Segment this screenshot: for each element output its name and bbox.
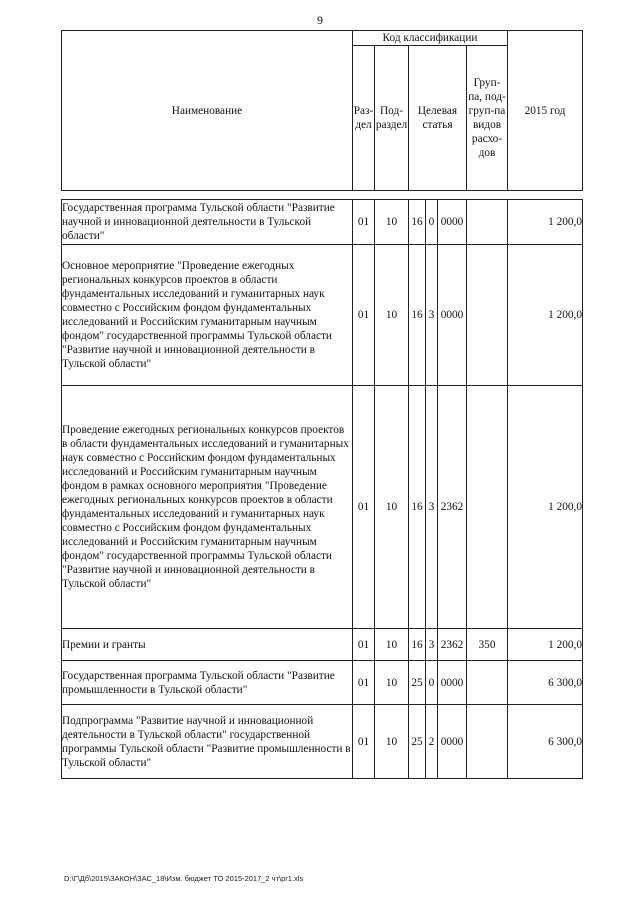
row-target-1: 25: [409, 705, 426, 779]
header-classification-code: Код классификации: [353, 31, 508, 46]
row-target-2: 3: [426, 386, 438, 629]
row-subsection: 10: [375, 661, 409, 705]
footer-file-path: D:\Г\Дб\2015\ЗАКОН\ЗАС_18\Изм. бюджет ТО 2015-2017_2 чт\pr1.xls: [64, 874, 304, 883]
row-amount: 1 200,0: [508, 245, 583, 386]
header-subsection: Под-раздел: [375, 46, 409, 191]
row-name: Премии и гранты: [62, 629, 353, 661]
table-row: [62, 200, 583, 245]
page-number: 9: [317, 13, 323, 27]
row-expense-group: [467, 386, 508, 629]
row-target-3: 0000: [438, 245, 467, 386]
table-row: [62, 245, 583, 386]
row-name: Основное мероприятие "Проведение ежегодных региональных конкурсов проектов в области фундаментальных исследований и гуманитарных наук совместно с Российским фондом фундаментальных исследований и Российским гуманитарным научным фондом" государственной программы Тульской области "Развитие научной и инновационной деятельности в Тульской области": [62, 245, 353, 386]
row-target-1: 25: [409, 661, 426, 705]
row-section: 01: [353, 661, 375, 705]
budget-table: [61, 30, 583, 779]
header-year: 2015 год: [508, 31, 583, 191]
row-target-2: 3: [426, 245, 438, 386]
row-expense-group: [467, 661, 508, 705]
row-subsection: 10: [375, 705, 409, 779]
row-expense-group: [467, 200, 508, 245]
row-section: 01: [353, 629, 375, 661]
row-name: Государственная программа Тульской области "Развитие научной и инновационной деятельности в Тульской области": [62, 200, 353, 245]
row-expense-group: 350: [467, 629, 508, 661]
row-target-1: 16: [409, 386, 426, 629]
row-expense-group: [467, 705, 508, 779]
row-target-1: 16: [409, 629, 426, 661]
row-amount: 6 300,0: [508, 705, 583, 779]
row-subsection: 10: [375, 245, 409, 386]
header-name: Наименование: [62, 31, 353, 191]
header-section: Раз-дел: [353, 46, 375, 191]
row-amount: 6 300,0: [508, 661, 583, 705]
row-name: Подпрограмма "Развитие научной и инновационной деятельности в Тульской области" государственной программы Тульской области "Развитие промышленности в Тульской области": [62, 705, 353, 779]
table-row: [62, 661, 583, 705]
row-target-1: 16: [409, 245, 426, 386]
row-target-2: 3: [426, 629, 438, 661]
row-section: 01: [353, 705, 375, 779]
header-target-item: Целевая статья: [409, 46, 467, 191]
row-amount: 1 200,0: [508, 200, 583, 245]
header-spacer: [62, 191, 583, 200]
row-target-2: 2: [426, 705, 438, 779]
row-target-3: 0000: [438, 661, 467, 705]
row-section: 01: [353, 245, 375, 386]
row-subsection: 10: [375, 629, 409, 661]
row-section: 01: [353, 200, 375, 245]
row-section: 01: [353, 386, 375, 629]
table-row: [62, 629, 583, 661]
row-expense-group: [467, 245, 508, 386]
header-expense-group: Груп-па, под-груп-па видов расхо-дов: [467, 46, 508, 191]
row-target-3: 2362: [438, 386, 467, 629]
row-target-3: 0000: [438, 705, 467, 779]
row-amount: 1 200,0: [508, 386, 583, 629]
table-row: [62, 386, 583, 629]
row-name: Проведение ежегодных региональных конкурсов проектов в области фундаментальных исследований и гуманитарных наук совместно с Российским фондом фундаментальных исследований и Российским гуманитарным научным фондом в рамках основного мероприятия "Проведение ежегодных региональных конкурсов проектов в области фундаментальных исследований и гуманитарных наук совместно с Российским фондом фундаментальных исследований и Российским гуманитарным научным фондом" государственной программы Тульской области "Развитие научной и инновационной деятельности в Тульской области": [62, 386, 353, 629]
row-amount: 1 200,0: [508, 629, 583, 661]
row-target-2: 0: [426, 200, 438, 245]
table-row: [62, 705, 583, 779]
row-name: Государственная программа Тульской области "Развитие промышленности в Тульской области": [62, 661, 353, 705]
row-target-3: 0000: [438, 200, 467, 245]
row-subsection: 10: [375, 386, 409, 629]
row-target-3: 2362: [438, 629, 467, 661]
row-target-1: 16: [409, 200, 426, 245]
row-subsection: 10: [375, 200, 409, 245]
row-target-2: 0: [426, 661, 438, 705]
